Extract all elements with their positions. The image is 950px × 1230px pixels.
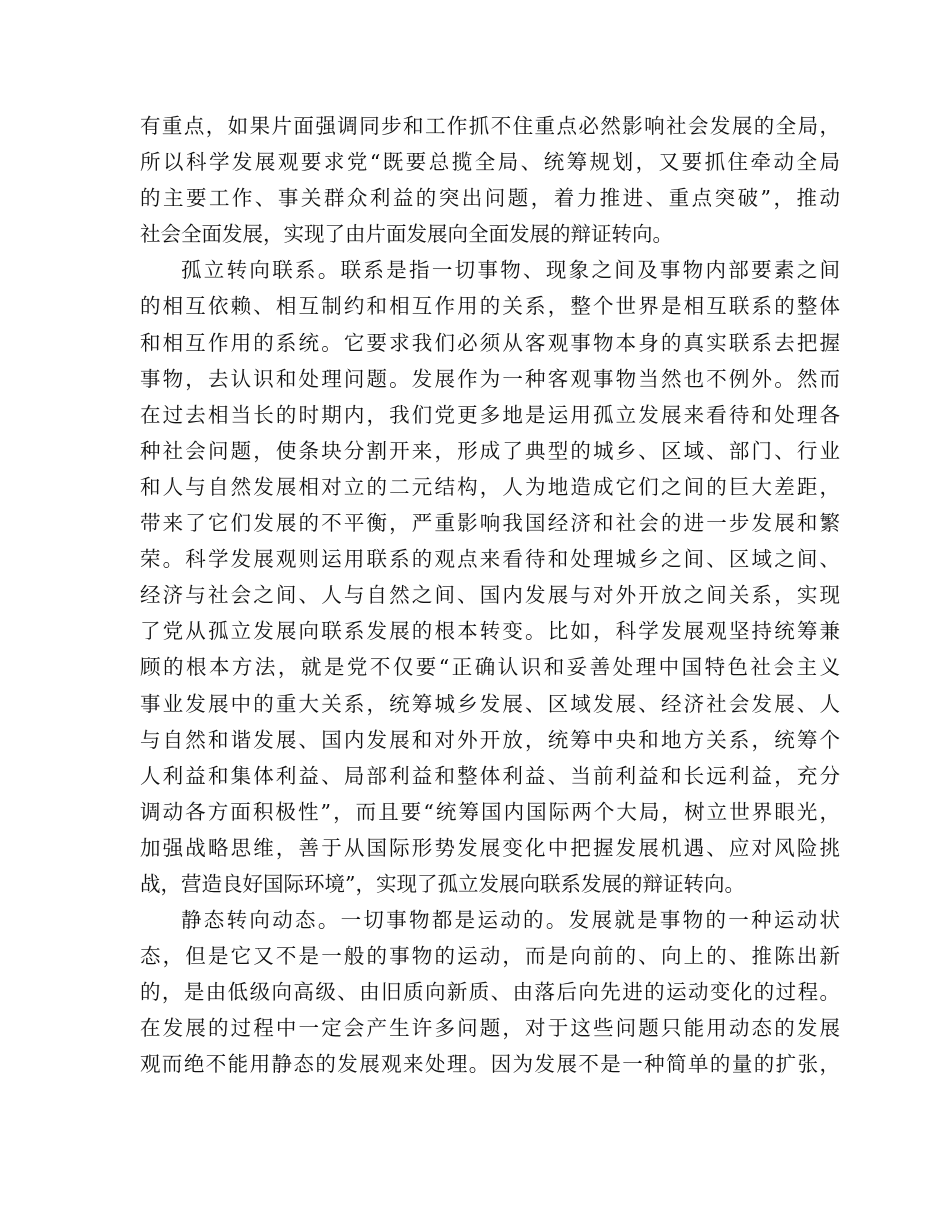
text-line: 有重点，如果片面强调同步和工作抓不住重点必然影响社会发展的全局， (140, 114, 840, 138)
text-line: 的相互依赖、相互制约和相互作用的关系，整个世界是相互联系的整体 (140, 294, 840, 319)
text-line: 所以科学发展观要求党“既要总揽全局、统筹规划，又要抓住牵动全局 (140, 150, 840, 175)
text-line: 战，营造良好国际环境”，实现了孤立发展向联系发展的辩证转向。 (140, 871, 745, 896)
paragraph-first-line: 静态转向动态。一切事物都是运动的。发展就是事物的一种运动状 (181, 908, 840, 933)
body-text (140, 108, 840, 1083)
text-line: 经济与社会之间、人与自然之间、国内发展与对外开放之间关系，实现 (140, 583, 840, 608)
text-line: 带来了它们发展的不平衡，严重影响我国经济和社会的进一步发展和繁 (140, 511, 840, 536)
text-line: 与自然和谐发展、国内发展和对外开放，统筹中央和地方关系，统筹个 (140, 727, 840, 752)
text-line: 和人与自然发展相对立的二元结构，人为地造成它们之间的巨大差距， (140, 474, 840, 499)
text-line: 加强战略思维，善于从国际形势发展变化中把握发展机遇、应对风险挑 (140, 835, 840, 860)
text-line: 观而绝不能用静态的发展观来处理。因为发展不是一种简单的量的扩张， (140, 1052, 840, 1077)
text-line: 社会全面发展，实现了由片面发展向全面发展的辩证转向。 (140, 222, 673, 247)
text-line: 的主要工作、事关群众利益的突出问题，着力推进、重点突破”，推动 (140, 186, 840, 211)
text-line: 了党从孤立发展向联系发展的根本转变。比如，科学发展观坚持统筹兼 (140, 619, 840, 644)
text-line: 事物，去认识和处理问题。发展作为一种客观事物当然也不例外。然而 (140, 366, 840, 391)
text-line: 顾的根本方法，就是党不仅要“正确认识和妥善处理中国特色社会主义 (140, 655, 840, 680)
text-line: 调动各方面积极性”，而且要“统筹国内国际两个大局，树立世界眼光， (140, 799, 840, 824)
text-line: 在过去相当长的时期内，我们党更多地是运用孤立发展来看待和处理各 (140, 402, 840, 427)
text-line: 态，但是它又不是一般的事物的运动，而是向前的、向上的、推陈出新 (140, 944, 840, 969)
text-line: 和相互作用的系统。它要求我们必须从客观事物本身的真实联系去把握 (140, 330, 840, 355)
text-line: 的，是由低级向高级、由旧质向新质、由落后向先进的运动变化的过程。 (140, 980, 840, 1005)
text-line: 在发展的过程中一定会产生许多问题，对于这些问题只能用动态的发展 (140, 1016, 840, 1041)
text-line: 事业发展中的重大关系，统筹城乡发展、区域发展、经济社会发展、人 (140, 691, 840, 716)
text-line: 人利益和集体利益、局部利益和整体利益、当前利益和长远利益，充分 (140, 763, 840, 788)
text-line: 种社会问题，使条块分割开来，形成了典型的城乡、区域、部门、行业 (140, 438, 840, 463)
paragraph-first-line: 孤立转向联系。联系是指一切事物、现象之间及事物内部要素之间 (181, 258, 840, 283)
text-line: 荣。科学发展观则运用联系的观点来看待和处理城乡之间、区域之间、 (140, 547, 840, 572)
